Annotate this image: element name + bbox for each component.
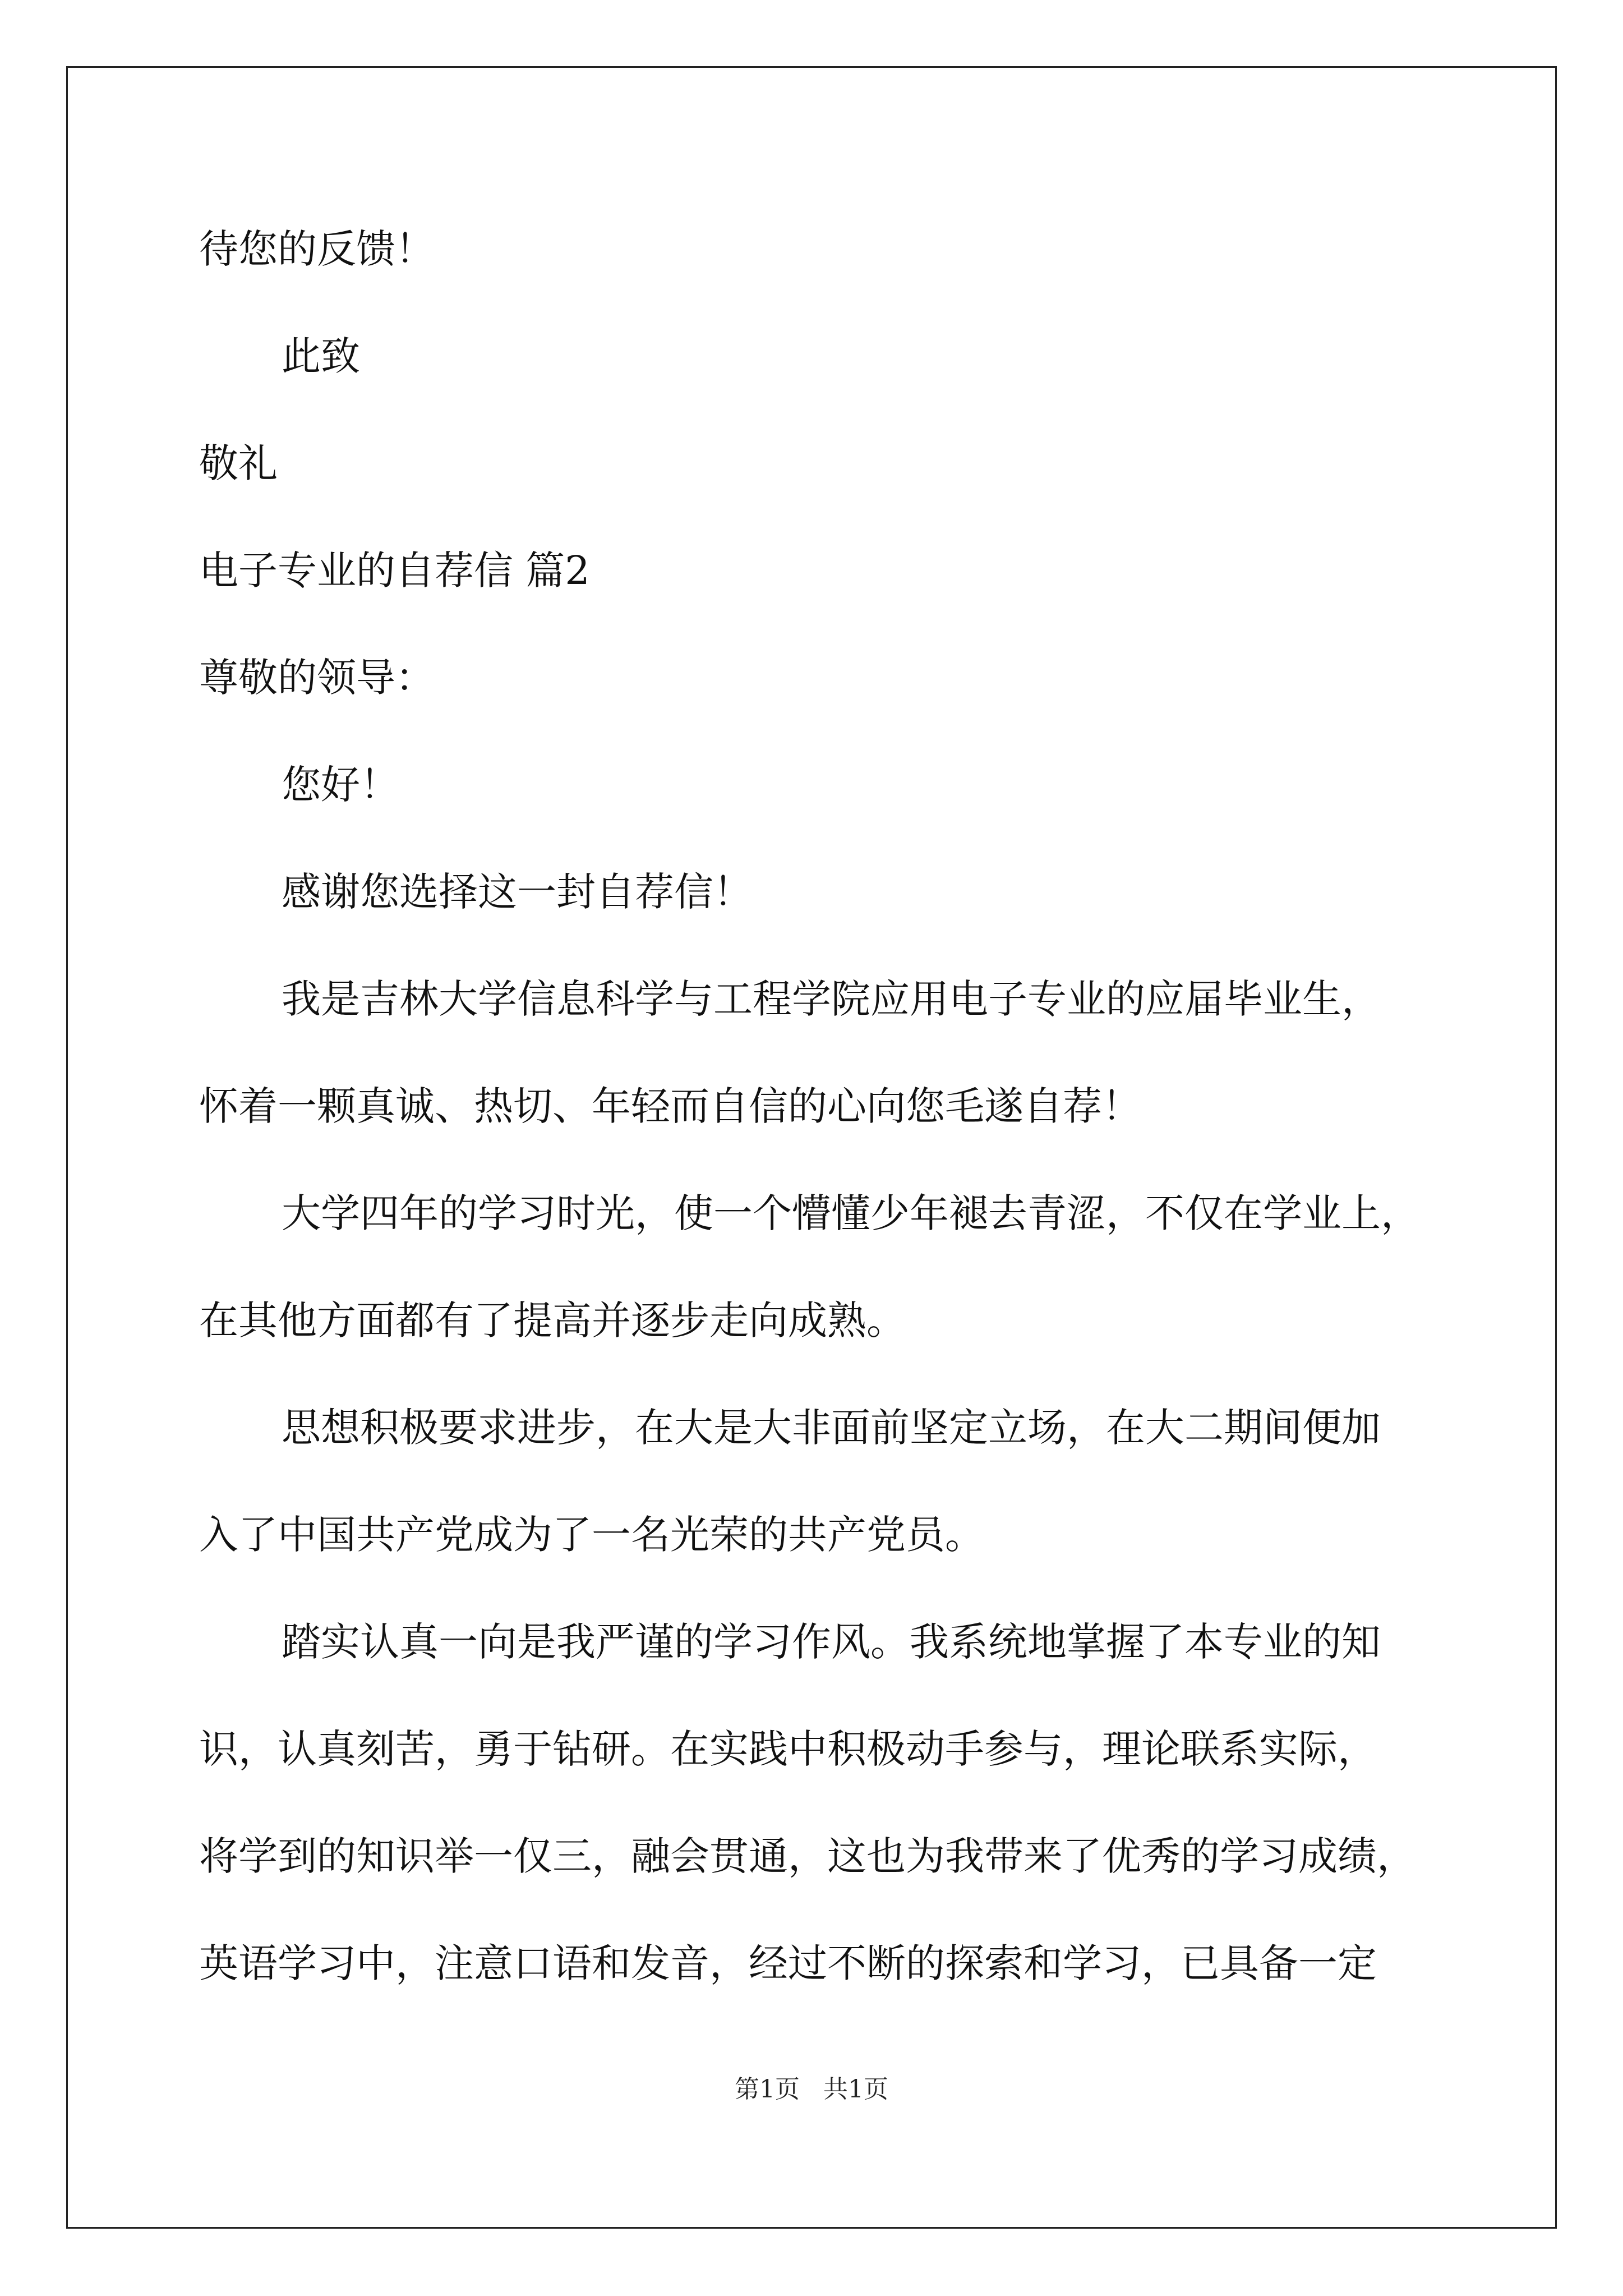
page-total: 共1页 <box>823 2075 888 2104</box>
text-line: 您好！ <box>282 762 399 808</box>
text-line: 电子专业的自荐信 篇2 <box>199 547 590 593</box>
text-line: 大学四年的学习时光，使一个懵懂少年褪去青涩，不仅在学业上， <box>282 1190 1420 1236</box>
text-line: 踏实认真一向是我严谨的学习作风。我系统地掌握了本专业的知 <box>282 1619 1381 1665</box>
text-line: 感谢您选择这一封自荐信！ <box>282 869 753 915</box>
text-line: 我是吉林大学信息科学与工程学院应用电子专业的应届毕业生， <box>282 976 1381 1022</box>
text-line: 敬礼 <box>199 440 278 486</box>
text-line: 将学到的知识举一仅三，融会贯通，这也为我带来了优秀的学习成绩， <box>199 1833 1416 1879</box>
text-line: 入了中国共产党成为了一名光荣的共产党员。 <box>199 1512 984 1558</box>
page-footer <box>0 2073 1623 2106</box>
document-body <box>199 222 1450 2043</box>
text-line: 怀着一颗真诚、热切、年轻而自信的心向您毛遂自荐！ <box>199 1083 1141 1129</box>
text-line: 此致 <box>282 333 360 379</box>
text-line: 在其他方面都有了提高并逐步走向成熟。 <box>199 1297 906 1343</box>
text-line: 英语学习中，注意口语和发音，经过不断的探索和学习，已具备一定 <box>199 1940 1377 1986</box>
text-line: 待您的反馈！ <box>199 226 435 272</box>
text-line: 思想积极要求进步，在大是大非面前坚定立场，在大二期间便加 <box>282 1405 1381 1451</box>
text-line: 尊敬的领导： <box>199 655 435 701</box>
page-number: 第1页 <box>735 2075 800 2104</box>
text-line: 识，认真刻苦，勇于钻研。在实践中积极动手参与，理论联系实际， <box>199 1726 1377 1772</box>
